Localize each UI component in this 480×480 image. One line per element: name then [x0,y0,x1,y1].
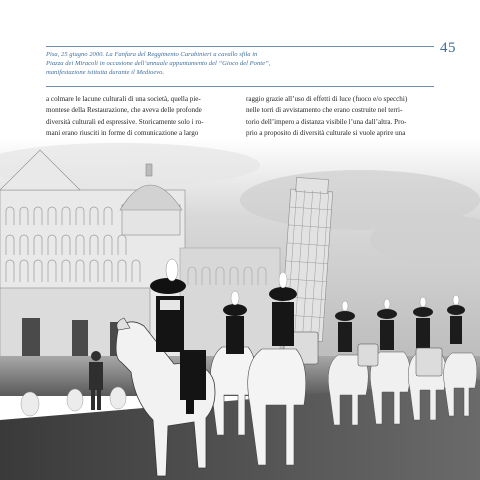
text-line: torio dell’impero a distanza visibile l’una dall’altra. Pro- [246,117,407,126]
bicorne-hat [150,278,186,294]
caption-line: Pisa, 25 giugno 2000. La Fanfara del Reggimento Carabinieri a cavallo sfila in [46,51,258,58]
text-line: raggio grazie all’uso di effetti di luce (fuoco e/o specchi) [246,95,408,103]
caption-rule [46,86,434,87]
text-line: a colmare le lacune culturali di una società, quella pie- [46,95,201,103]
body-column-right [246,94,436,140]
top-rule [46,46,434,47]
text-line: prio a proposito di diversità culturale si vuole aprire una [246,129,406,138]
text-line: nelle torri di avvistamento che erano costruite nel terri- [246,106,403,115]
text-line: diversità culturali ed espressive. Storicamente solo i ro- [46,117,204,126]
page-number: 45 [440,40,456,56]
parade-photo [0,138,480,480]
plume [166,259,178,281]
body-column-left [46,94,236,140]
text-line: mani erano riusciti in forme di comunicazione a largo [46,129,199,138]
caption-line: manifestazione istituita durante il Medioevo. [46,69,165,76]
caption-line: Piazza dei Miracoli in occasione dell’annuale appuntamento del “Gioco del Ponte”, [46,60,271,67]
photo-caption [46,50,346,77]
text-line: montese della Restaurazione, che aveva delle profonde [46,106,202,115]
